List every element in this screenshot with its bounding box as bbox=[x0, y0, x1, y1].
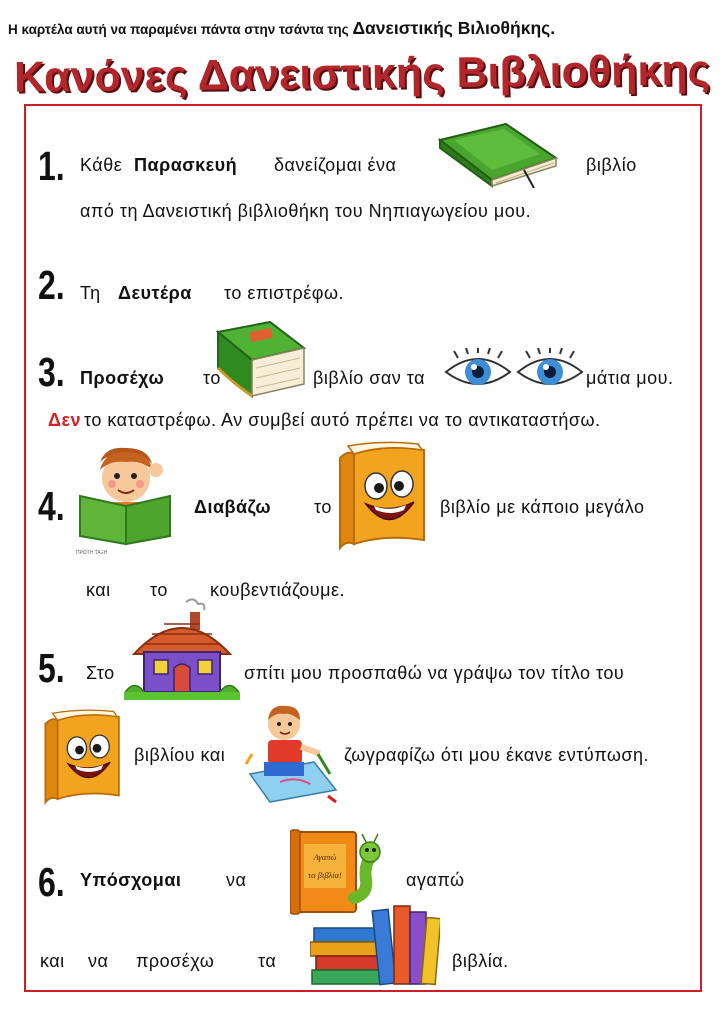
rule-2-text-a: Τη bbox=[80, 283, 101, 303]
rule-1-text-a: Κάθε bbox=[80, 155, 123, 175]
rule-5-text-c: βιβλίου και bbox=[134, 745, 226, 765]
header-note-text: Η καρτέλα αυτή να παραμένει πάντα στην τσάντα της bbox=[8, 22, 349, 37]
page-title: Κανόνες Δανειστικής Βιβλιοθήκης bbox=[13, 46, 711, 102]
rule-4-text-b: βιβλίο με κάποιο μεγάλο bbox=[440, 497, 645, 517]
rule-6-text-a: να bbox=[226, 870, 247, 890]
sign-text-1: Αγαπώ bbox=[313, 852, 337, 862]
eye-icon bbox=[516, 348, 584, 394]
rule-6-text-b: αγαπώ bbox=[406, 870, 465, 890]
rule-5-text-d: ζωγραφίζω ότι μου έκανε εντύπωση. bbox=[344, 745, 650, 765]
rule-4-bold: Διαβάζω bbox=[194, 497, 272, 517]
rule-1-text-c: βιβλίο bbox=[586, 155, 637, 175]
rule-3-text-c: μάτια μου. bbox=[586, 368, 674, 388]
rule-2-text-b: το επιστρέφω. bbox=[224, 283, 345, 303]
rule-3-text-b: βιβλίο σαν τα bbox=[313, 368, 425, 388]
boy-caption: ΠΡΩΤΗ ΤΑΞΗ bbox=[76, 550, 108, 556]
header-note bbox=[8, 18, 555, 39]
rule-4-text-a: το bbox=[314, 497, 332, 517]
rule-6-line-2-b: να bbox=[88, 951, 109, 971]
worm-book-icon bbox=[290, 826, 382, 916]
rule-4-line-2-b: το bbox=[150, 580, 168, 600]
rule-6-line-2-c: προσέχω bbox=[136, 951, 215, 971]
rule-4-line-2-a: και bbox=[86, 580, 111, 600]
smiling-book-icon bbox=[40, 708, 126, 806]
rule-3-bold: Προσέχω bbox=[80, 368, 165, 388]
rule-1-number: 1. bbox=[38, 143, 65, 189]
rule-1-line-2: από τη Δανειστική βιβλιοθήκη του Νηπιαγωγείου μου. bbox=[80, 201, 532, 221]
rule-6-bold: Υπόσχομαι bbox=[80, 870, 182, 890]
reading-boy-icon bbox=[70, 444, 182, 552]
rule-4-line-2-c: κουβεντιάζουμε. bbox=[210, 580, 346, 600]
rule-3-number: 3. bbox=[38, 349, 65, 395]
drawing-boy-icon bbox=[240, 704, 340, 804]
rule-2-number: 2. bbox=[38, 262, 65, 308]
rule-6-number: 6. bbox=[38, 859, 65, 905]
green-book-icon bbox=[436, 122, 560, 188]
rule-2-bold: Δευτέρα bbox=[118, 283, 192, 303]
rule-1-text-b: δανείζομαι ένα bbox=[274, 155, 397, 175]
smiling-book-icon bbox=[334, 440, 432, 552]
rule-3-red-word: Δεν bbox=[48, 410, 81, 430]
rule-6-line-2-e: βιβλία. bbox=[452, 951, 509, 971]
rule-6-line-2-a: και bbox=[40, 951, 65, 971]
house-icon bbox=[124, 598, 240, 702]
rule-4-number: 4. bbox=[38, 483, 65, 529]
eye-icon bbox=[444, 348, 512, 394]
sign-text-2: τα βιβλία! bbox=[308, 870, 342, 880]
rule-5-number: 5. bbox=[38, 645, 65, 691]
rule-3-text-a: το bbox=[203, 368, 221, 388]
rule-1-bold: Παρασκευή bbox=[134, 155, 238, 175]
rule-5-text-b: σπίτι μου προσπαθώ να γράψω τον τίτλο του bbox=[244, 663, 625, 683]
header-note-bold: Δανειστικής Βιλιοθήκης. bbox=[352, 18, 556, 38]
rule-5-text-a: Στο bbox=[86, 663, 115, 683]
green-book-icon bbox=[212, 318, 308, 400]
rule-3-line-2: το καταστρέφω. Αν συμβεί αυτό πρέπει να το αντικαταστήσω. bbox=[84, 410, 601, 430]
book-stack-icon bbox=[310, 904, 440, 986]
rule-6-line-2-d: τα bbox=[258, 951, 277, 971]
